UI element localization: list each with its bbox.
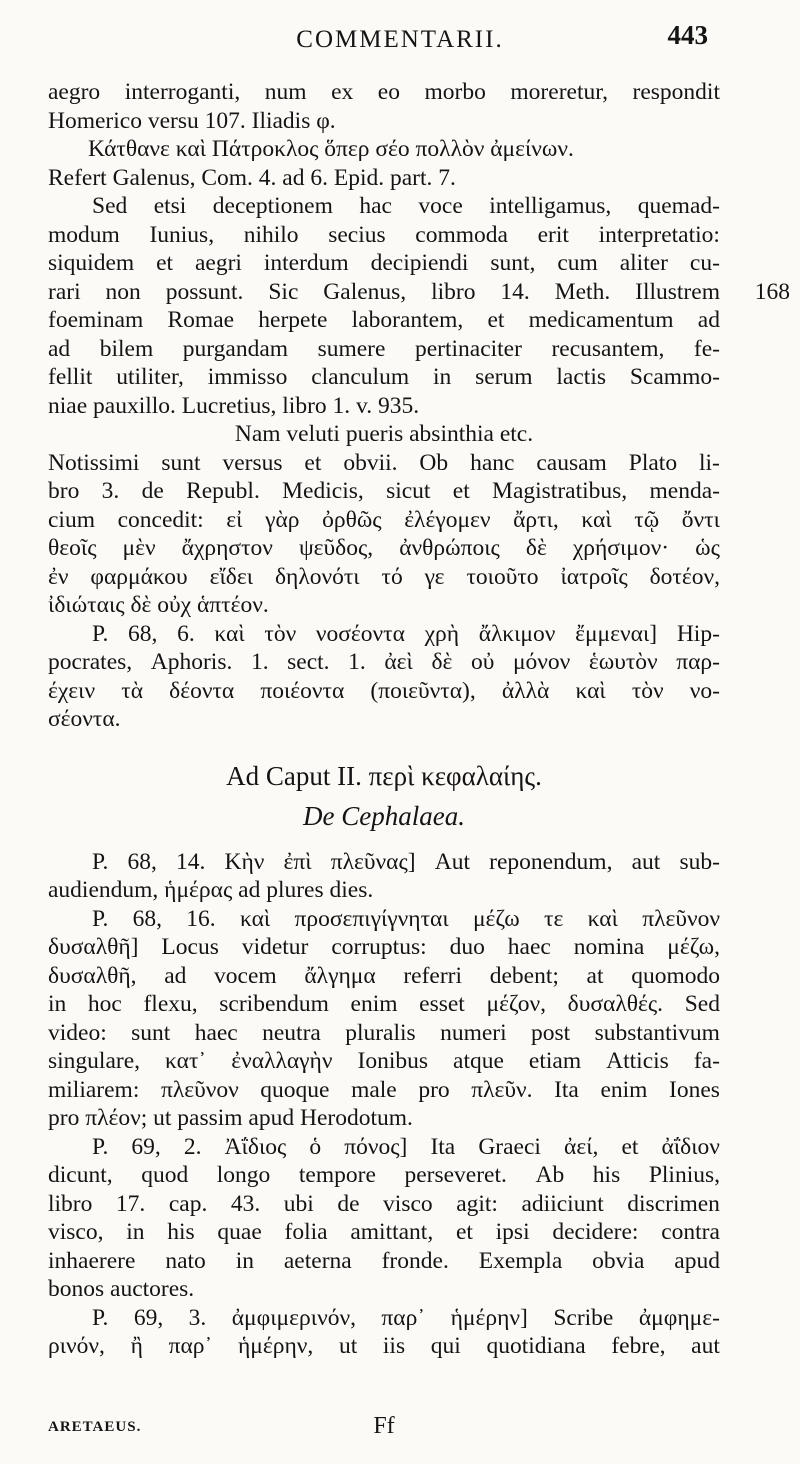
text-line: bonos auctores. bbox=[48, 1276, 195, 1302]
text-line: aegro interroganti, num ex eo morbo moreretur, respondit bbox=[48, 79, 720, 105]
subheading-gap bbox=[48, 836, 720, 848]
text-line: Κάτθανε καὶ Πάτροκλος ὅπερ σέο πολλὸν ἀμείνων. bbox=[88, 136, 574, 162]
text-line: σέοντα. bbox=[48, 706, 121, 732]
text-line: έχειν τὰ δέοντα ποιέοντα (ποιεῦντα), ἀλλὰ καὶ τὸν νο- bbox=[48, 677, 720, 704]
signature-mark: ARETAEUS. bbox=[48, 1419, 142, 1435]
text-line: pocrates, Aphoris. 1. sect. 1. ἀεὶ δὲ οὐ μόνον ἑωυτὸν παρ- bbox=[48, 649, 720, 675]
text-line: P. 69, 2. Ἀΐδιος ὁ πόνος] Ita Graeci ἀεί, et ἀΐδιον bbox=[92, 1133, 720, 1160]
text-line: ἰδιώταις δὲ οὐχ ἁπτέον. bbox=[48, 592, 269, 618]
text-line: ρινόν, ἢ παρ᾽ ἡμέρην, ut iis qui quotidiana febre, aut bbox=[48, 1333, 720, 1359]
page-number: 443 bbox=[667, 20, 708, 50]
text-line: pro πλέον; ut passim apud Herodotum. bbox=[48, 1105, 413, 1131]
margin-page-reference: 168 bbox=[754, 278, 790, 305]
text-line: ad bilem purgandam sumere pertinaciter recusantem, fe- bbox=[48, 335, 720, 362]
text-line: foeminam Romae herpete laborantem, et medicamentum ad bbox=[48, 307, 720, 333]
text-line: fellit utiliter, immisso clanculum in serum lactis Scammo- bbox=[48, 364, 720, 390]
text-line: P. 68, 14. Κὴν ἐπὶ πλεῦνας] Aut reponendum, aut sub- bbox=[92, 848, 720, 875]
text-line: modum Iunius, nihilo secius commoda erit interpretatio: bbox=[48, 221, 720, 248]
page-header bbox=[0, 16, 800, 56]
text-line: siquidem et aegri interdum decipiendi sunt, cum aliter cu- bbox=[48, 250, 720, 276]
text-line: audiendum, ἡμέρας ad plures dies. bbox=[48, 877, 374, 903]
text-line: niae pauxillo. Lucretius, libro 1. v. 935. bbox=[48, 392, 420, 419]
text-line: ἐν φαρμάκου εἴδει δηλονότι τό γε τοιοῦτο ἰατροῖς δοτέον, bbox=[48, 563, 720, 590]
text-line: in hoc flexu, scribendum enim esset μέζον, δυσαλθές. Sed bbox=[48, 991, 720, 1017]
text-line: θεοῖς μὲν ἄχρηστον ψεῦδος, ἀνθρώποις δὲ χρήσιμον· ὡς bbox=[48, 535, 720, 561]
section-heading: Ad Caput II. περὶ κεφαλαίης. bbox=[226, 760, 542, 791]
text-line: dicunt, quod longo tempore perseveret. Ab his Plinius, bbox=[48, 1162, 720, 1188]
page-footer bbox=[48, 1413, 720, 1443]
running-title: COMMENTARII. bbox=[296, 26, 504, 53]
text-line: singulare, κατ᾽ ἐναλλαγὴν Ionibus atque etiam Atticis fa- bbox=[48, 1048, 720, 1074]
text-line: δυσαλθῆ, ad vocem ἄλγημα referri debent; at quomodo bbox=[48, 962, 720, 989]
text-line: δυσαλθῆ] Locus videtur corruptus: duo haec nomina μέζω, bbox=[48, 934, 720, 960]
text-line: visco, in his quae folia amittant, et ipsi decidere: contra bbox=[48, 1219, 720, 1245]
text-line: Sed etsi deceptionem hac voce intelligamus, quemad- bbox=[92, 193, 720, 219]
section-subheading: De Cephalaea. bbox=[303, 800, 465, 831]
text-line: P. 69, 3. ἀμφιμερινόν, παρ᾽ ἡμέρην] Scribe ἀμφημε- bbox=[92, 1304, 720, 1331]
commentary-block-1 bbox=[48, 78, 790, 734]
text-line: bro 3. de Republ. Medicis, sicut et Magistratibus, menda- bbox=[48, 478, 720, 504]
text-line: cium concedit: εἰ γὰρ ὀρθῶς ἐλέγομεν ἄρτι, καὶ τῷ ὄντι bbox=[48, 506, 720, 533]
section-gap bbox=[48, 734, 720, 756]
text-line: Homerico versu 107. Iliadis φ. bbox=[48, 107, 336, 134]
commentary-block-2 bbox=[48, 848, 720, 1361]
text-line: Nam veluti pueris absinthia etc. bbox=[234, 421, 534, 447]
body-text bbox=[48, 78, 790, 1361]
text-line: miliarem: πλεῦνον quoque male pro πλεῦν. Ita enim Iones bbox=[48, 1076, 720, 1103]
text-line: libro 17. cap. 43. ubi de visco agit: adiiciunt discrimen bbox=[48, 1190, 720, 1217]
text-line: inhaerere nato in aeterna fronde. Exempla obvia apud bbox=[48, 1247, 720, 1274]
text-line: P. 68, 16. καὶ προσεπιγίγνηται μέζω τε καὶ πλεῦνον bbox=[92, 905, 720, 932]
text-line: video: sunt haec neutra pluralis numeri post substantivum bbox=[48, 1019, 720, 1046]
text-line: rari non possunt. Sic Galenus, libro 14. Meth. Illustrem 168 bbox=[48, 278, 790, 305]
text-line: Refert Galenus, Com. 4. ad 6. Epid. part. 7. bbox=[48, 164, 456, 191]
text-line: Notissimi sunt versus et obvii. Ob hanc causam Plato li- bbox=[48, 449, 720, 476]
sheet-mark: Ff bbox=[373, 1413, 395, 1439]
text-line: P. 68, 6. καὶ τὸν νοσέοντα χρὴ ἄλκιμον ἔμμεναι] Hip- bbox=[92, 620, 720, 647]
